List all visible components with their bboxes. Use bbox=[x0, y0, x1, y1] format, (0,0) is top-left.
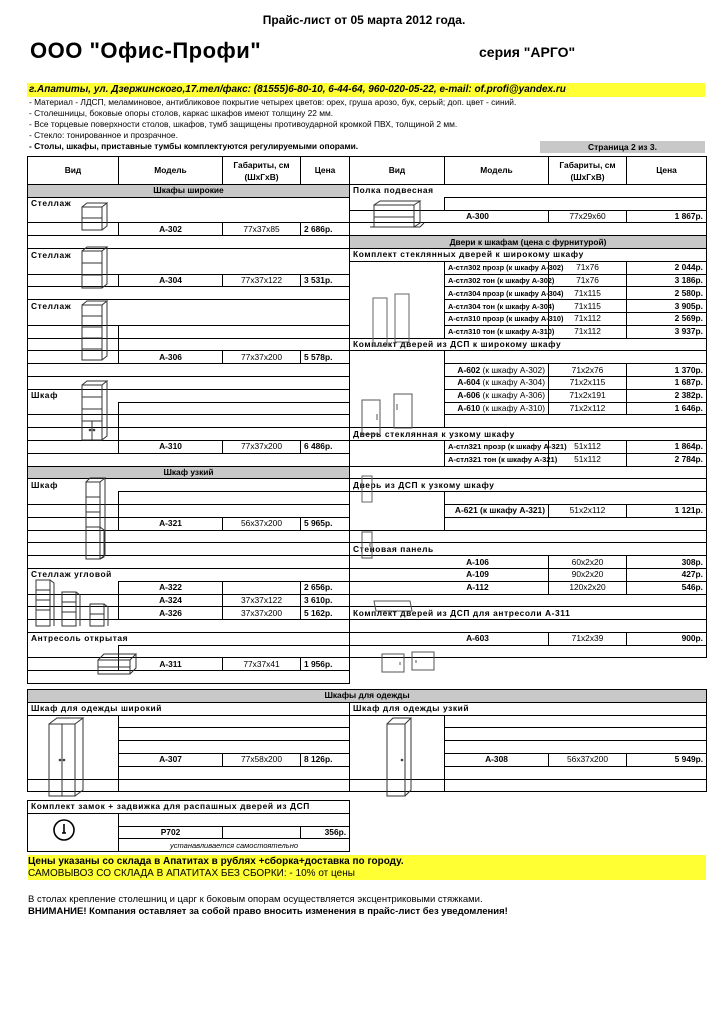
lock-icon bbox=[52, 818, 76, 842]
dims-cell: 71x76 bbox=[549, 261, 627, 274]
note-line-bold: - Столы, шкафы, приставные тумбы комплектуются регулируемыми опорами. bbox=[29, 141, 359, 151]
dims-cell: 51x2x112 bbox=[549, 504, 627, 517]
table-row bbox=[28, 440, 350, 453]
price-cell: 8 126р. bbox=[301, 753, 350, 766]
model-cell: А-стл302 прозр (к шкафу А-302) bbox=[445, 261, 549, 274]
dims-cell: 77x58x200 bbox=[223, 753, 301, 766]
table-row bbox=[28, 658, 350, 671]
col-header-model: Модель bbox=[119, 157, 223, 185]
price-cell: 546р. bbox=[627, 581, 707, 594]
dims-cell: 51x112 bbox=[549, 440, 627, 453]
dims-cell: 71x112 bbox=[549, 312, 627, 325]
model-cell: А-стл304 прозр (к шкафу А-304) bbox=[445, 287, 549, 300]
table-row bbox=[350, 556, 707, 569]
model-cell: Р702 bbox=[119, 826, 223, 839]
contact-address: г.Апатиты, ул. Дзержинского,17.тел/факс: (81555)6-80-10, 6-44-64, 960-020-05-22, e-mail: of.profi@yandex.ru bbox=[27, 83, 705, 97]
glass-door-narrow-image bbox=[360, 474, 374, 504]
price-cell: 1 370р. bbox=[627, 364, 707, 377]
model-cell: А-стл310 тон (к шкафу А-310) bbox=[445, 325, 549, 338]
price-cell: 6 486р. bbox=[301, 440, 350, 453]
install-note: устанавливается самостоятельно bbox=[170, 840, 299, 850]
row-label-shkaf: Шкаф bbox=[28, 479, 350, 492]
note-line: - Стекло: тонированное и прозрачное. bbox=[29, 130, 178, 140]
model-cell: А-109 bbox=[350, 568, 549, 581]
model-cell: А-стл302 тон (к шкафу А-302) bbox=[445, 274, 549, 287]
page-indicator: Страница 2 из 3. bbox=[540, 141, 705, 153]
row-label-shkaf: Шкаф bbox=[28, 389, 350, 402]
price-list-date: Прайс-лист от 05 марта 2012 года. bbox=[262, 13, 466, 27]
model-cell: А-112 bbox=[350, 581, 549, 594]
model-cell: А-стл321 прозр (к шкафу А-321) bbox=[445, 440, 549, 453]
dims-cell: 120x2x20 bbox=[549, 581, 627, 594]
table-row bbox=[28, 753, 707, 766]
col-header-price: Цена bbox=[301, 157, 350, 185]
section-wardrobes: Шкафы для одежды bbox=[28, 690, 707, 703]
price-cell: 308р. bbox=[627, 556, 707, 569]
row-label-panel: Стеновая панель bbox=[350, 543, 707, 556]
wardrobes-table bbox=[27, 689, 707, 792]
section-wide-cabinets: Шкафы широкие bbox=[28, 185, 350, 198]
row-label-glass-set: Комплект стеклянных дверей к широкому шкафу bbox=[350, 248, 707, 261]
row-label-antresol: Антресоль открытая bbox=[28, 632, 350, 645]
footer-assembly-note: В столах крепление столешниц и царг к боковым опорам осуществляется эксцентриковыми стяжками. bbox=[28, 894, 483, 905]
dsp-doors-image bbox=[360, 392, 416, 436]
table-row bbox=[350, 581, 707, 594]
table-row bbox=[28, 274, 350, 287]
table-row bbox=[350, 632, 707, 645]
price-cell: 3 937р. bbox=[627, 325, 707, 338]
dims-cell: 71x2x76 bbox=[549, 364, 627, 377]
price-cell: 2 044р. bbox=[627, 261, 707, 274]
model-cell: А-324 bbox=[119, 594, 223, 607]
row-label-glass-narrow: Дверь стеклянная к узкому шкафу bbox=[350, 428, 707, 441]
row-label-stellazh: Стеллаж bbox=[28, 197, 350, 210]
shelf-a304-image bbox=[80, 246, 108, 290]
row-label-corner: Стеллаж угловой bbox=[28, 568, 350, 581]
table-row bbox=[28, 223, 350, 236]
model-cell: А-300 bbox=[350, 210, 549, 223]
table-row bbox=[350, 261, 707, 274]
dims-cell: 71x115 bbox=[549, 300, 627, 313]
table-row bbox=[350, 274, 707, 287]
dims-cell: 77x29x60 bbox=[549, 210, 627, 223]
footer-price-note: Цены указаны со склада в Апатитах в рублях +сборка+доставка по городу. bbox=[28, 855, 706, 868]
model-code: А-604 bbox=[457, 377, 481, 388]
price-cell: 2 784р. bbox=[627, 453, 707, 466]
price-cell: 1 867р. bbox=[627, 210, 707, 223]
dims-cell: 90x2x20 bbox=[549, 568, 627, 581]
footer-pickup-note: САМОВЫВОЗ СО СКЛАДА В АПАТИТАХ БЕЗ СБОРКИ: - 10% от цены bbox=[28, 868, 706, 880]
glass-doors-image bbox=[370, 292, 414, 352]
corner-shelves-image bbox=[32, 578, 118, 628]
price-cell: 1 864р. bbox=[627, 440, 707, 453]
series-name: серия "АРГО" bbox=[479, 44, 576, 60]
price-cell: 2 569р. bbox=[627, 312, 707, 325]
row-label-polka: Полка подвесная bbox=[350, 185, 707, 198]
model-cell: А-311 bbox=[119, 658, 223, 671]
price-cell: 900р. bbox=[627, 632, 707, 645]
model-cell: А-310 bbox=[119, 440, 223, 453]
model-ref: (к шкафу А-306) bbox=[480, 390, 545, 401]
note-line: - Материал - ЛДСП, меламиновое, антибликовое покрытие четырех цветов: орех, груша арозо, бук, серый; доп. цвет - синий. bbox=[29, 97, 517, 107]
model-cell: А-621 (к шкафу А-321) bbox=[445, 504, 549, 517]
dims-cell: 60x2x20 bbox=[549, 556, 627, 569]
cabinet-a321-image bbox=[84, 477, 106, 561]
dims-cell: 71x76 bbox=[549, 274, 627, 287]
price-cell: 3 905р. bbox=[627, 300, 707, 313]
model-cell: А-302 bbox=[119, 223, 223, 236]
col-header-price: Цена bbox=[627, 157, 707, 185]
section-narrow-cabinet: Шкаф узкий bbox=[28, 466, 350, 479]
dsp-door-narrow-image bbox=[360, 530, 374, 560]
col-header-vid: Вид bbox=[350, 157, 445, 185]
wall-panel-image bbox=[372, 597, 414, 615]
price-cell: 5 949р. bbox=[627, 753, 707, 766]
col-header-dims: Габариты, см (ШхГхВ) bbox=[223, 157, 301, 185]
price-cell: 5 578р. bbox=[301, 351, 350, 364]
dims-cell: 77x37x200 bbox=[223, 351, 301, 364]
company-name: ООО "Офис-Профи" bbox=[30, 38, 262, 63]
model-cell: А-307 bbox=[119, 753, 223, 766]
table-row bbox=[28, 517, 350, 530]
dims-cell: 56x37x200 bbox=[223, 517, 301, 530]
model-code: А-606 bbox=[457, 390, 481, 401]
model-cell: А-308 bbox=[445, 753, 549, 766]
row-label-stellazh: Стеллаж bbox=[28, 248, 350, 261]
table-row bbox=[350, 364, 707, 377]
model-cell: А-603 bbox=[350, 632, 549, 645]
dims-cell: 56x37x200 bbox=[549, 753, 627, 766]
price-cell: 3 186р. bbox=[627, 274, 707, 287]
model-cell: А-стл310 прозр (к шкафу А-310) bbox=[445, 312, 549, 325]
dims-cell: 51x112 bbox=[549, 453, 627, 466]
price-cell: 356р. bbox=[301, 826, 350, 839]
dims-cell: 37x37x122 bbox=[223, 594, 301, 607]
row-label-wardrobe-narrow: Шкаф для одежды узкий bbox=[350, 702, 707, 715]
model-cell: А-326 bbox=[119, 607, 223, 620]
price-cell: 2 382р. bbox=[627, 389, 707, 402]
shelf-a306-image bbox=[80, 300, 108, 362]
model-code: А-602 bbox=[457, 364, 481, 375]
price-cell: 5 965р. bbox=[301, 517, 350, 530]
hanging-shelf-a300-image bbox=[368, 199, 426, 233]
model-ref: (к шкафу А-302) bbox=[480, 364, 545, 375]
table-row bbox=[350, 453, 707, 466]
note-line: - Все торцевые поверхности столов, шкафов, тумб защищены противоударной кромкой ПВХ, толщиной 2 мм. bbox=[29, 119, 458, 129]
model-cell: А-306 bbox=[119, 351, 223, 364]
model-cell: А-321 bbox=[119, 517, 223, 530]
price-cell: 5 162р. bbox=[301, 607, 350, 620]
dims-cell: 71x2x112 bbox=[549, 402, 627, 415]
model-cell: А-304 bbox=[119, 274, 223, 287]
table-row bbox=[350, 440, 707, 453]
model-cell: А-106 bbox=[350, 556, 549, 569]
col-header-vid: Вид bbox=[28, 157, 119, 185]
note-line: - Столешницы, боковые опоры столов, каркас шкафов имеют толщину 22 мм. bbox=[29, 108, 334, 118]
price-cell: 1 121р. bbox=[627, 504, 707, 517]
row-label-dsp-set: Комплект дверей из ДСП к широкому шкафу bbox=[350, 338, 707, 351]
price-cell: 3 531р. bbox=[301, 274, 350, 287]
dims-cell: 71x2x39 bbox=[549, 632, 627, 645]
dims-cell: 71x115 bbox=[549, 287, 627, 300]
shelf-a302-image bbox=[80, 202, 108, 232]
price-cell: 2 656р. bbox=[301, 581, 350, 594]
col-header-model: Модель bbox=[445, 157, 549, 185]
row-label-dsp-narrow: Дверь из ДСП к узкому шкафу bbox=[350, 479, 707, 492]
price-cell: 1 956р. bbox=[301, 658, 350, 671]
table-row bbox=[28, 351, 350, 364]
row-label-lock: Комплект замок + задвижка для распашных дверей из ДСП bbox=[28, 801, 350, 814]
wardrobe-a307-image bbox=[46, 716, 86, 798]
col-header-dims: Габариты, см (ШхГхВ) bbox=[549, 157, 627, 185]
row-label-stellazh: Стеллаж bbox=[28, 300, 350, 313]
dims-cell: 37x37x200 bbox=[223, 607, 301, 620]
table-row bbox=[350, 504, 707, 517]
dims-cell: 77x37x122 bbox=[223, 274, 301, 287]
wardrobe-a308-image bbox=[384, 716, 414, 798]
antresol-a311-image bbox=[96, 652, 138, 676]
footer-warning: ВНИМАНИЕ! Компания оставляет за собой право вносить изменения в прайс-лист без уведомления! bbox=[28, 906, 508, 917]
model-code: А-610 bbox=[457, 402, 481, 413]
price-cell: 1 687р. bbox=[627, 376, 707, 389]
model-ref: (к шкафу А-310) bbox=[480, 402, 545, 413]
dims-cell: 77x37x41 bbox=[223, 658, 301, 671]
model-ref: (к шкафу А-304) bbox=[480, 377, 545, 388]
price-cell: 1 646р. bbox=[627, 402, 707, 415]
model-cell: А-322 bbox=[119, 581, 223, 594]
dims-cell: 77x37x85 bbox=[223, 223, 301, 236]
row-label-wardrobe-wide: Шкаф для одежды широкий bbox=[28, 702, 350, 715]
dims-cell bbox=[223, 581, 301, 594]
row-label-antresol-doors: Комплект дверей из ДСП для антресоли А-311 bbox=[350, 607, 707, 620]
cabinet-a310-image bbox=[80, 380, 108, 442]
price-cell: 427р. bbox=[627, 568, 707, 581]
price-cell: 2 686р. bbox=[301, 223, 350, 236]
dims-cell: 71x2x115 bbox=[549, 376, 627, 389]
material-notes bbox=[29, 97, 516, 152]
model-cell: А-стл321 тон (к шкафу А-321) bbox=[445, 453, 549, 466]
dims-cell: 77x37x200 bbox=[223, 440, 301, 453]
price-cell: 3 610р. bbox=[301, 594, 350, 607]
model-cell: А-стл304 тон (к шкафу А-304) bbox=[445, 300, 549, 313]
antresol-doors-image bbox=[380, 650, 438, 676]
price-cell: 2 580р. bbox=[627, 287, 707, 300]
table-row bbox=[350, 376, 707, 389]
dims-cell: 71x2x191 bbox=[549, 389, 627, 402]
section-doors: Двери к шкафам (цена с фурнитурой) bbox=[350, 236, 707, 249]
dims-cell: 71x112 bbox=[549, 325, 627, 338]
table-row bbox=[350, 568, 707, 581]
